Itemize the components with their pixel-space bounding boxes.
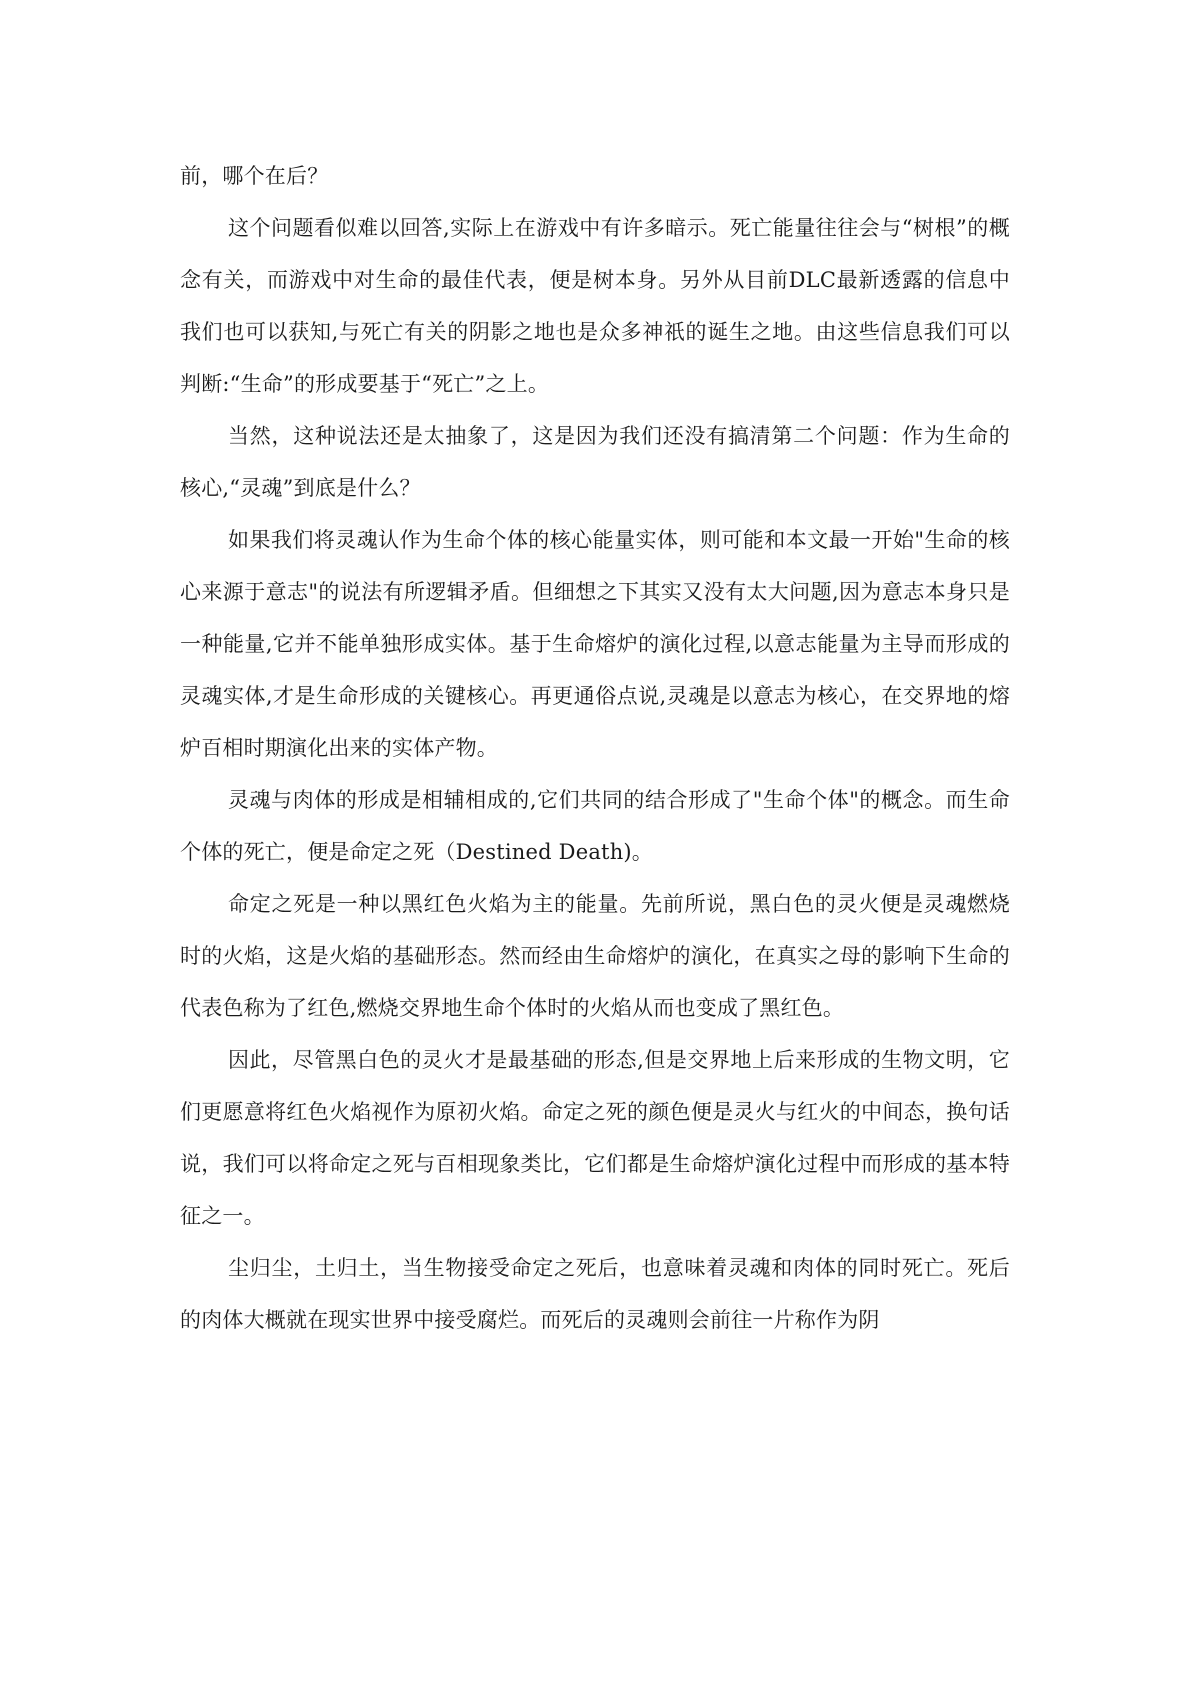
- paragraph-5: 灵魂与肉体的形成是相辅相成的,它们共同的结合形成了"生命个体"的概念。而生命个体的死亡，便是命定之死（Destined Death)。: [180, 788, 1010, 864]
- paragraph-8: 尘归尘，土归土，当生物接受命定之死后，也意味着灵魂和肉体的同时死亡。死后的肉体大概就在现实世界中接受腐烂。而死后的灵魂则会前往一片称作为阴: [180, 1256, 1010, 1332]
- paragraph-4: 如果我们将灵魂认作为生命个体的核心能量实体，则可能和本文最一开始"生命的核心来源于意志"的说法有所逻辑矛盾。但细想之下其实又没有太大问题,因为意志本身只是一种能量,它并不能单独形成实体。基于生命熔炉的演化过程,以意志能量为主导而形成的灵魂实体,才是生命形成的关键核心。再更通俗点说,灵魂是以意志为核心，在交界地的熔炉百相时期演化出来的实体产物。: [180, 528, 1010, 760]
- paragraph-1: 前，哪个在后？: [180, 164, 329, 188]
- paragraph-6: 命定之死是一种以黑红色火焰为主的能量。先前所说，黑白色的灵火便是灵魂燃烧时的火焰，这是火焰的基础形态。然而经由生命熔炉的演化，在真实之母的影响下生命的代表色称为了红色,燃烧交界地生命个体时的火焰从而也变成了黑红色。: [180, 892, 1010, 1020]
- paragraph-7: 因此，尽管黑白色的灵火才是最基础的形态,但是交界地上后来形成的生物文明，它们更愿意将红色火焰视作为原初火焰。命定之死的颜色便是灵火与红火的中间态，换句话说，我们可以将命定之死与百相现象类比，它们都是生命熔炉演化过程中而形成的基本特征之一。: [180, 1048, 1010, 1228]
- paragraph-3: 当然，这种说法还是太抽象了，这是因为我们还没有搞清第二个问题：作为生命的核心,“灵魂”到底是什么？: [180, 424, 1010, 500]
- paragraph-2: 这个问题看似难以回答,实际上在游戏中有许多暗示。死亡能量往往会与“树根”的概念有关，而游戏中对生命的最佳代表，便是树本身。另外从目前DLC最新透露的信息中我们也可以获知,与死亡有关的阴影之地也是众多神祇的诞生之地。由这些信息我们可以判断:“生命”的形成要基于“死亡”之上。: [180, 216, 1010, 396]
- document-page: [180, 150, 1010, 1346]
